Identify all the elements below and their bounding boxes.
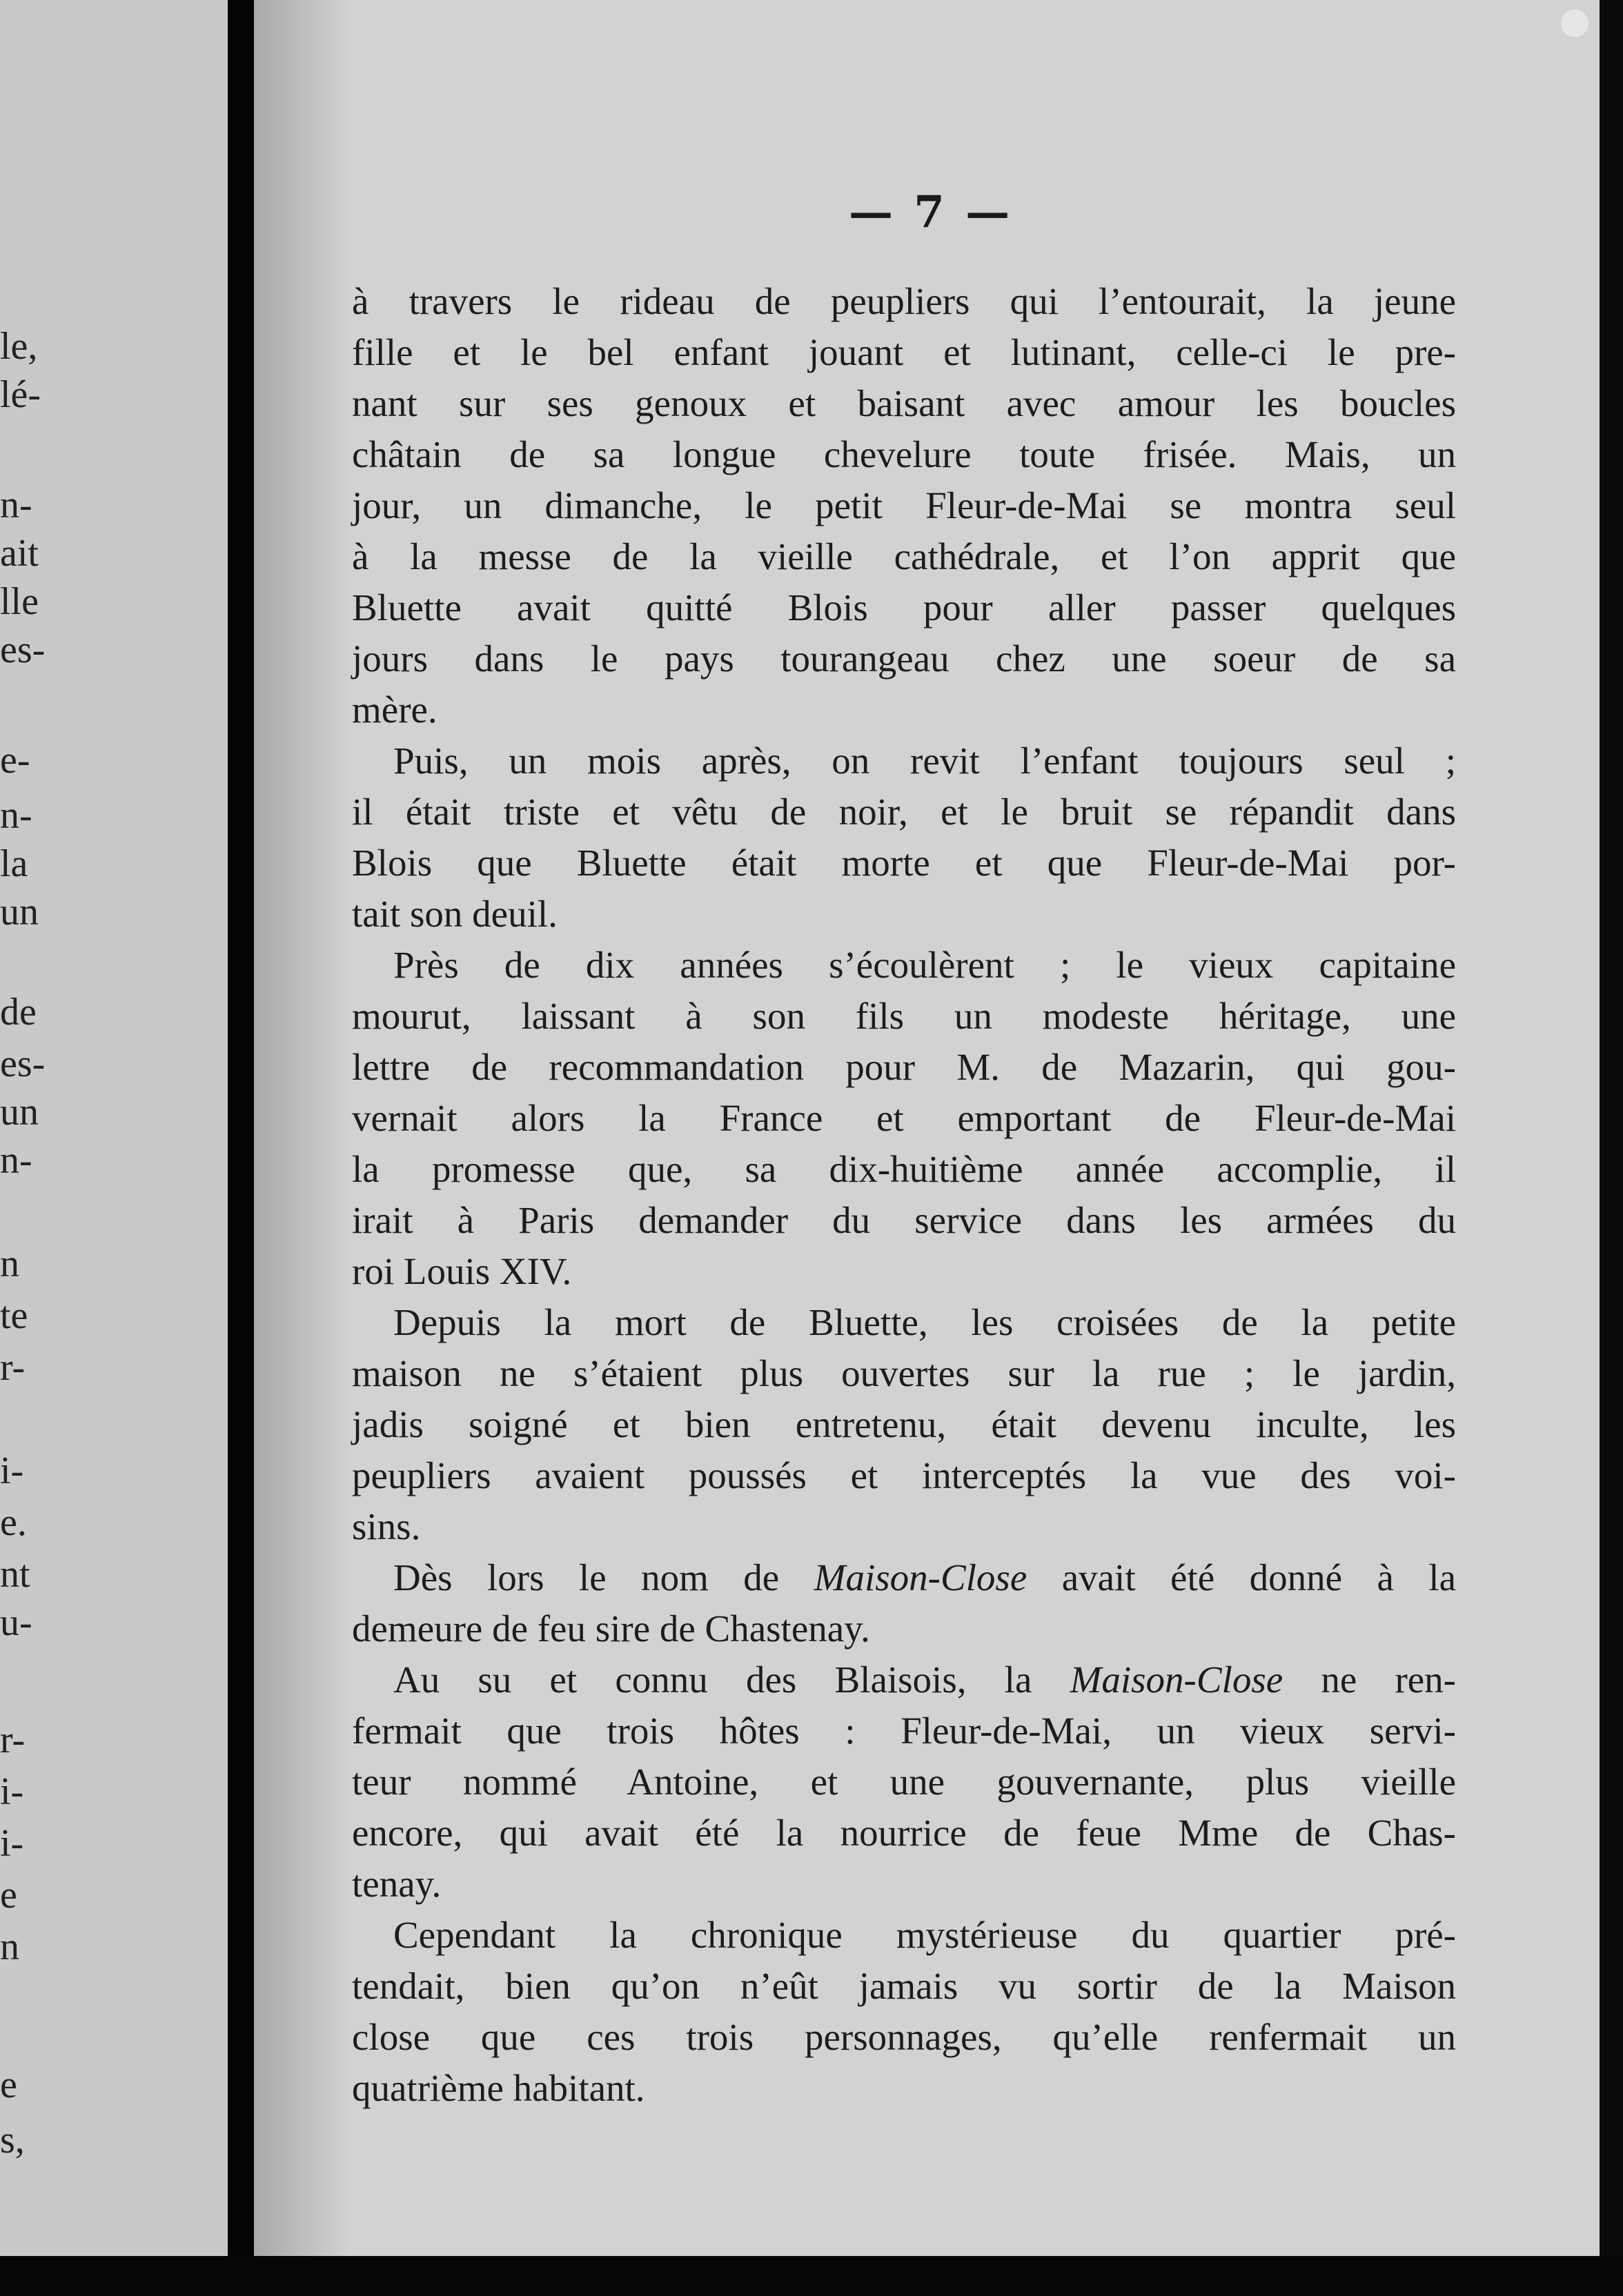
text-line: roi Louis XIV.: [352, 1250, 572, 1292]
left-fragment: r-: [0, 1346, 26, 1389]
left-fragment: e: [0, 1874, 17, 1917]
book-gutter: [228, 0, 254, 2296]
text-line: Depuis la mort de Bluette, les croisées de la petite: [393, 1301, 1456, 1343]
text-segment: Au su et connu des Blaisois, la: [393, 1659, 1070, 1701]
italic-title: Maison-Close: [1070, 1659, 1283, 1701]
text-line: [352, 1654, 1456, 1705]
text-line: lettre de recommandation pour M. de Mazarin, qui gou-: [352, 1046, 1456, 1088]
text-line: mourut, laissant à son fils un modeste héritage, une: [352, 995, 1456, 1037]
left-fragment: i-: [0, 1770, 24, 1813]
left-fragment: ait: [0, 532, 39, 575]
text-segment: ne ren-: [1283, 1659, 1456, 1701]
text-line: irait à Paris demander du service dans les armées du: [352, 1199, 1456, 1241]
text-line: close que ces trois personnages, qu’elle renfermait un: [352, 2016, 1456, 2058]
left-fragment: es-: [0, 629, 46, 671]
scan-corner-mark: [1561, 10, 1588, 37]
left-fragment: n: [0, 1243, 19, 1285]
left-fragment: lé-: [0, 373, 41, 416]
page-number: — 7 —: [849, 186, 1013, 238]
left-fragment: lle: [0, 580, 39, 623]
left-fragment: i-: [0, 1449, 24, 1492]
page-shadow: [254, 0, 351, 2256]
scan-border-right: [1600, 0, 1623, 2296]
text-line: fermait que trois hôtes : Fleur-de-Mai, un vieux servi-: [352, 1710, 1456, 1752]
left-fragment: de: [0, 991, 37, 1033]
text-line: Puis, un mois après, on revit l’enfant toujours seul ;: [393, 740, 1456, 782]
text-line: vernait alors la France et emportant de Fleur-de-Mai: [352, 1097, 1456, 1139]
text-line: fille et le bel enfant jouant et lutinant, celle-ci le pre-: [352, 331, 1456, 373]
left-fragment: n-: [0, 1139, 32, 1182]
text-segment: avait été donné à la: [1027, 1556, 1456, 1599]
left-fragment: e: [0, 2064, 17, 2106]
text-line: jadis soigné et bien entretenu, était devenu inculte, les: [352, 1403, 1456, 1445]
left-fragment: r-: [0, 1719, 26, 1761]
left-fragment: n: [0, 1926, 19, 1968]
left-fragment: s,: [0, 2119, 25, 2161]
left-fragment: e-: [0, 739, 30, 782]
text-line: Près de dix années s’écoulèrent ; le vieux capitaine: [393, 944, 1456, 986]
text-line: teur nommé Antoine, et une gouvernante, plus vieille: [352, 1761, 1456, 1803]
text-line: [352, 1552, 1456, 1603]
text-line: jours dans le pays tourangeau chez une soeur de sa: [352, 637, 1456, 680]
text-line: châtain de sa longue chevelure toute frisée. Mais, un: [352, 433, 1456, 475]
left-fragment: u-: [0, 1601, 32, 1644]
text-line: il était triste et vêtu de noir, et le bruit se répandit dans: [352, 791, 1456, 833]
left-fragment: te: [0, 1294, 28, 1337]
text-line: Cependant la chronique mystérieuse du quartier pré-: [393, 1914, 1456, 1956]
text-line: à la messe de la vieille cathédrale, et l’on apprit que: [352, 535, 1456, 577]
left-fragment: i-: [0, 1822, 24, 1865]
left-fragment: n-: [0, 794, 32, 837]
text-line: maison ne s’étaient plus ouvertes sur la rue ; le jardin,: [352, 1352, 1456, 1394]
left-fragment: un: [0, 891, 39, 933]
left-fragment: nt: [0, 1553, 30, 1596]
text-line: demeure de feu sire de Chastenay.: [352, 1607, 870, 1650]
text-line: à travers le rideau de peupliers qui l’entourait, la jeune: [352, 280, 1456, 322]
left-fragment: un: [0, 1091, 39, 1134]
text-line: sins.: [352, 1505, 421, 1547]
text-segment: Dès lors le nom de: [393, 1556, 814, 1599]
text-line: Bluette avait quitté Blois pour aller passer quelques: [352, 586, 1456, 629]
text-line: mère.: [352, 689, 437, 731]
text-line: tait son deuil.: [352, 893, 558, 935]
text-line: tendait, bien qu’on n’eût jamais vu sortir de la Maison: [352, 1965, 1456, 2007]
text-line: tenay.: [352, 1863, 442, 1905]
text-line: encore, qui avait été la nourrice de feue Mme de Chas-: [352, 1812, 1456, 1854]
scan-border-bottom: [0, 2256, 1623, 2296]
text-line: nant sur ses genoux et baisant avec amour les boucles: [352, 382, 1456, 424]
left-fragment: le,: [0, 325, 38, 368]
text-line: Blois que Bluette était morte et que Fleur-de-Mai por-: [352, 842, 1456, 884]
left-fragment: n-: [0, 484, 32, 526]
text-line: peupliers avaient poussés et interceptés la vue des voi-: [352, 1454, 1456, 1496]
text-line: jour, un dimanche, le petit Fleur-de-Mai se montra seul: [352, 484, 1456, 526]
left-fragment: e.: [0, 1501, 27, 1544]
left-fragment: la: [0, 842, 28, 885]
italic-title: Maison-Close: [814, 1556, 1027, 1599]
text-line: quatrième habitant.: [352, 2067, 645, 2109]
left-fragment: es-: [0, 1042, 46, 1085]
left-page-fragment: [0, 0, 228, 2296]
text-line: la promesse que, sa dix-huitième année accomplie, il: [352, 1148, 1456, 1190]
body-text: [352, 276, 1456, 2114]
